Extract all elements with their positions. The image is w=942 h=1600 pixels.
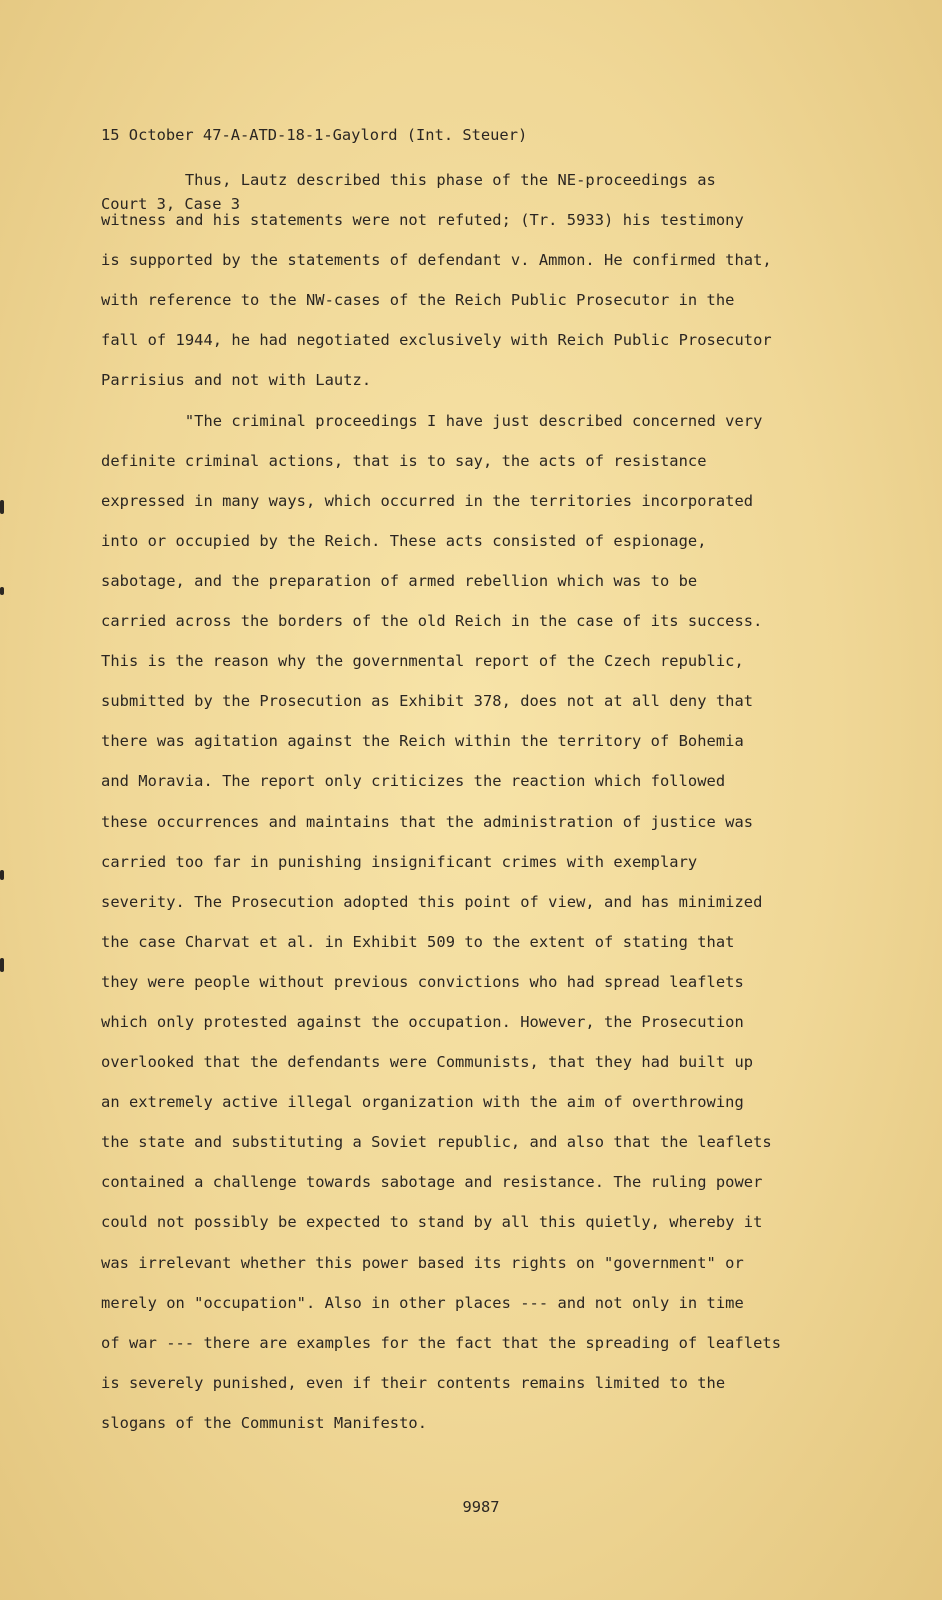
scan-edge-mark <box>0 500 4 514</box>
text-line: submitted by the Prosecution as Exhibit 378, does not at all deny that <box>101 692 754 711</box>
text-line: and Moravia. The report only criticizes the reaction which followed <box>101 772 726 791</box>
paragraph-2 <box>101 401 861 1443</box>
text-line: overlooked that the defendants were Communists, that they had built up <box>101 1053 754 1072</box>
header-line-date-reference: 15 October 47-A-ATD-18-1-Gaylord (Int. Steuer) <box>101 126 528 144</box>
scan-edge-mark <box>0 587 4 595</box>
header-line-court-case: Court 3, Case 3 <box>101 195 240 213</box>
text-line: merely on "occupation". Also in other places --- and not only in time <box>101 1293 744 1312</box>
text-line: slogans of the Communist Manifesto. <box>101 1413 428 1432</box>
text-line: there was agitation against the Reich within the territory of Bohemia <box>101 732 744 751</box>
scan-edge-mark <box>0 870 4 880</box>
text-line: carried across the borders of the old Reich in the case of its success. <box>101 612 763 631</box>
paragraph-1 <box>101 160 861 401</box>
text-line: carried too far in punishing insignificant crimes with exemplary <box>101 852 698 871</box>
text-line: sabotage, and the preparation of armed rebellion which was to be <box>101 571 698 590</box>
text-line: they were people without previous convictions who had spread leaflets <box>101 972 744 991</box>
text-line: was irrelevant whether this power based its rights on "government" or <box>101 1253 744 1272</box>
text-line: is severely punished, even if their contents remains limited to the <box>101 1373 726 1392</box>
text-line: an extremely active illegal organization with the aim of overthrowing <box>101 1093 744 1112</box>
text-line: into or occupied by the Reich. These acts consisted of espionage, <box>101 531 707 550</box>
text-line: expressed in many ways, which occurred in the territories incorporated <box>101 491 754 510</box>
page-number: 9987 <box>462 1498 500 1516</box>
text-line: severity. The Prosecution adopted this point of view, and has minimized <box>101 892 763 911</box>
text-line: these occurrences and maintains that the administration of justice was <box>101 812 754 831</box>
text-line: which only protested against the occupation. However, the Prosecution <box>101 1012 744 1031</box>
text-line: contained a challenge towards sabotage and resistance. The ruling power <box>101 1173 763 1192</box>
text-line: of war --- there are examples for the fact that the spreading of leaflets <box>101 1333 782 1352</box>
text-line: Parrisius and not with Lautz. <box>101 371 372 390</box>
text-line: fall of 1944, he had negotiated exclusively with Reich Public Prosecutor <box>101 331 772 350</box>
text-line: could not possibly be expected to stand by all this quietly, whereby it <box>101 1213 763 1232</box>
scan-edge-mark <box>0 958 4 972</box>
text-line: the state and substituting a Soviet republic, and also that the leaflets <box>101 1133 772 1152</box>
text-line: definite criminal actions, that is to say, the acts of resistance <box>101 451 707 470</box>
document-body <box>101 160 861 1443</box>
text-line: "The criminal proceedings I have just described concerned very <box>101 411 763 430</box>
text-line: is supported by the statements of defendant v. Ammon. He confirmed that, <box>101 251 772 270</box>
text-line: witness and his statements were not refuted; (Tr. 5933) his testimony <box>101 211 744 230</box>
text-line: the case Charvat et al. in Exhibit 509 to the extent of stating that <box>101 932 735 951</box>
text-line: Thus, Lautz described this phase of the NE-proceedings as <box>101 171 716 189</box>
text-line: This is the reason why the governmental report of the Czech republic, <box>101 652 744 671</box>
text-line: with reference to the NW-cases of the Reich Public Prosecutor in the <box>101 291 735 310</box>
